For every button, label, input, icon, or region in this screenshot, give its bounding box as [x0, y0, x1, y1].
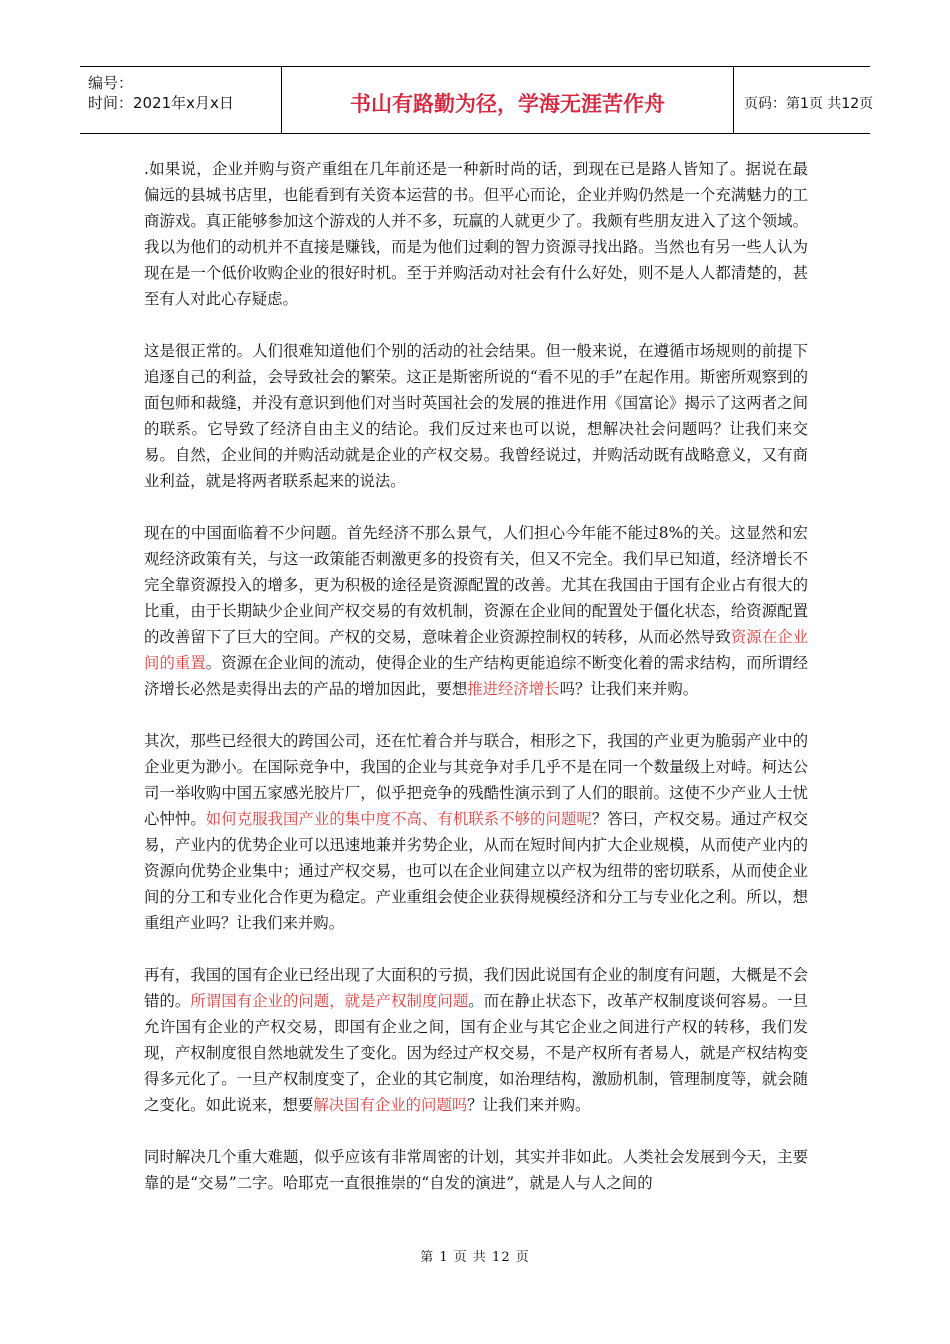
paragraph-text: 同时解决几个重大难题，似乎应该有非常周密的计划，其实并非如此。人类社会发展到今天，主要靠的是“交易”二字。哈耶克一直很推崇的“自发的演进”，就是人与人之间的	[144, 1148, 808, 1192]
highlighted-text: 推进经济增长	[467, 680, 560, 698]
body-paragraph	[144, 156, 808, 312]
body-paragraph	[144, 1144, 808, 1196]
paragraph-text: ？让我们来并购。	[467, 1096, 591, 1114]
paragraph-text: 。资源在企业间的流动，使得企业的生产结构更能追综不断变化着的需求结构，而所谓经济增长必然是卖得出去的产品的增加因此，要想	[144, 654, 808, 698]
paragraph-text: 现在的中国面临着不少问题。首先经济不那么景气，人们担心今年能不能过8%的关。这显然和宏观经济政策有关，与这一政策能否刺激更多的投资有关，但又不完全。我们早已知道，经济增长不完全靠资源投入的增多，更为积极的途径是资源配置的改善。尤其在我国由于国有企业占有很大的比重，由于长期缺少企业间产权交易的有效机制，资源在企业间的配置处于僵化状态，给资源配置的改善留下了巨大的空间。产权的交易，意味着企业资源控制权的转移，从而必然导致	[144, 524, 808, 646]
body-paragraph	[144, 962, 808, 1118]
header-page-info: 页码：第1页 共12页	[744, 96, 874, 112]
header-meta	[80, 67, 282, 133]
highlighted-text: 所谓国有企业的问题，就是产权制度问题	[190, 992, 469, 1010]
header-motto: 书山有路勤为径，学海无涯苦作舟	[282, 67, 734, 133]
body-paragraph	[144, 338, 808, 494]
body-paragraph	[144, 728, 808, 936]
page-footer: 第 1 页 共 12 页	[420, 1250, 530, 1265]
document-body	[144, 156, 808, 1222]
highlighted-text: 资源在企业间的重置	[144, 628, 808, 672]
paragraph-text: 其次，那些已经很大的跨国公司，还在忙着合并与联合，相形之下，我国的产业更为脆弱产业中的企业更为渺小。在国际竞争中，我国的企业与其竞争对手几乎不是在同一个数量级上对峙。柯达公司一举收购中国五家感光胶片厂，似乎把竞争的残酷性演示到了人们的眼前。这使不少产业人士忧心忡忡。	[144, 732, 808, 828]
paragraph-text: .如果说，企业并购与资产重组在几年前还是一种新时尚的话，到现在已是路人皆知了。据说在最偏远的县城书店里，也能看到有关资本运营的书。但平心而论，企业并购仍然是一个充满魅力的工商游戏。真正能够参加这个游戏的人并不多，玩赢的人就更少了。我颇有些朋友进入了这个领域。我以为他们的动机并不直接是赚钱，而是为他们过剩的智力资源寻找出路。当然也有另一些人认为现在是一个低价收购企业的很好时机。至于并购活动对社会有什么好处，则不是人人都清楚的，甚至有人对此心存疑虑。	[144, 160, 808, 308]
paragraph-text: ？答曰，产权交易。通过产权交易，产业内的优势企业可以迅速地兼并劣势企业，从而在短时间内扩大企业规模，从而使产业内的资源向优势企业集中；通过产权交易，也可以在企业间建立以产权为纽带的密切联系，从而使企业间的分工和专业化合作更为稳定。产业重组会使企业获得规模经济和分工与专业化之利。所以，想重组产业吗？让我们来并购。	[144, 810, 808, 932]
document-date: 时间：2021年x月x日	[88, 94, 234, 112]
highlighted-text: 解决国有企业的问题吗	[313, 1096, 468, 1114]
page-header	[80, 66, 874, 134]
document-number: 编号：	[88, 74, 134, 92]
highlighted-text: 如何克服我国产业的集中度不高、有机联系不够的问题呢	[205, 810, 592, 828]
paragraph-text: 这是很正常的。人们很难知道他们个别的活动的社会结果。但一般来说，在遵循市场规则的前提下追逐自己的利益，会导致社会的繁荣。这正是斯密所说的“看不见的手”在起作用。斯密所观察到的面包师和裁缝，并没有意识到他们对当时英国社会的发展的推进作用《国富论》揭示了这两者之间的联系。它导致了经济自由主义的结论。我们反过来也可以说，想解决社会问题吗？让我们来交易。自然，企业间的并购活动就是企业的产权交易。我曾经说过，并购活动既有战略意义，又有商业利益，就是将两者联系起来的说法。	[144, 342, 808, 490]
paragraph-text: 吗？让我们来并购。	[559, 680, 699, 698]
paragraph-text: 。而在静止状态下，改革产权制度谈何容易。一旦允许国有企业的产权交易，即国有企业之间，国有企业与其它企业之间进行产权的转移，我们发现，产权制度很自然地就发生了变化。因为经过产权交易，不是产权所有者易人，就是产权结构变得多元化了。一旦产权制度变了，企业的其它制度，如治理结构，激励机制，管理制度等，就会随之变化。如此说来，想要	[144, 992, 808, 1114]
paragraph-text: 再有，我国的国有企业已经出现了大面积的亏损，我们因此说国有企业的制度有问题，大概是不会错的。	[144, 966, 808, 1010]
body-paragraph	[144, 520, 808, 702]
